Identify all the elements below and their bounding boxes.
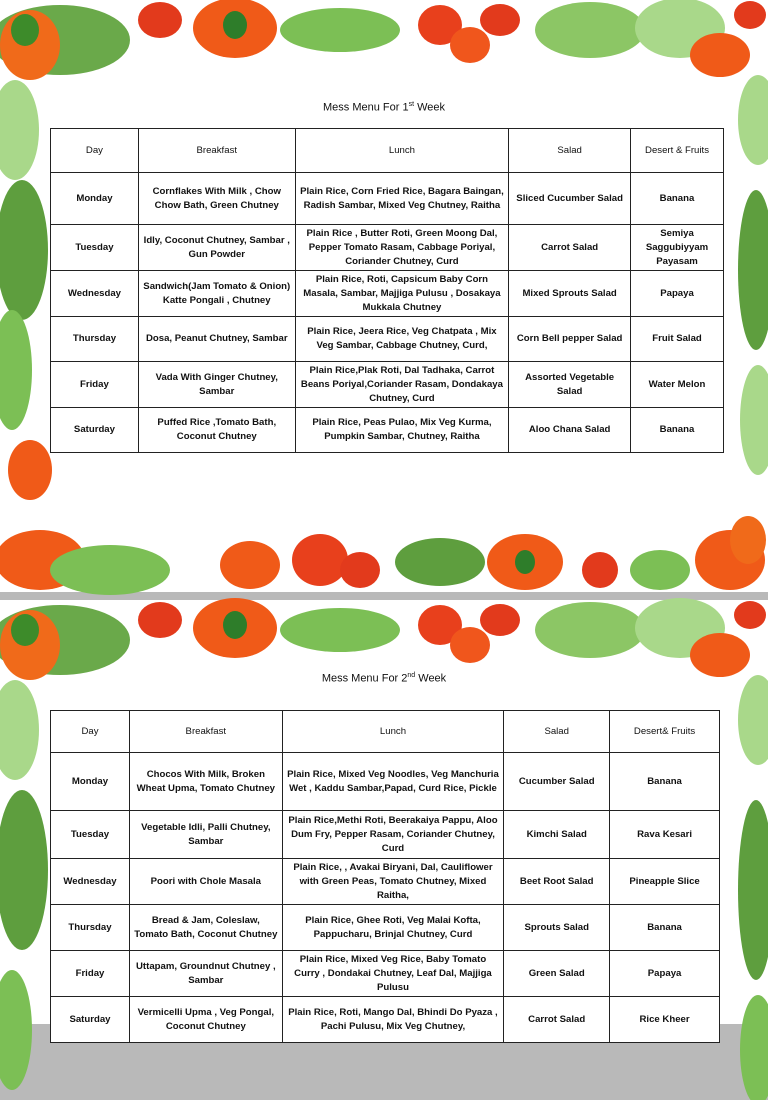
title-ordinal: nd: [407, 672, 416, 679]
lunch-cell: Plain Rice, Roti, Capsicum Baby Corn Masala, Sambar, Majjiga Pulusu , Dosakaya Mukkala Chutney: [295, 271, 509, 317]
table-row: [51, 997, 720, 1043]
salad-cell: Kimchi Salad: [504, 811, 610, 859]
table-row: [51, 271, 724, 317]
day-cell: Monday: [51, 753, 130, 811]
salad-cell: Carrot Salad: [509, 225, 631, 271]
menu-table-week-1: [50, 128, 724, 453]
vegetable-border-right: [728, 70, 768, 500]
lunch-cell: Plain Rice, Corn Fried Rice, Bagara Baingan, Radish Sambar, Mixed Veg Chutney, Raitha: [295, 173, 509, 225]
breakfast-cell: Cornflakes With Milk , Chow Chow Bath, Green Chutney: [138, 173, 295, 225]
salad-cell: Beet Root Salad: [504, 859, 610, 905]
vegetable-border-bottom: [0, 500, 768, 592]
dessert-cell: Papaya: [610, 951, 720, 997]
lunch-cell: Plain Rice, Roti, Mango Dal, Bhindi Do Pyaza , Pachi Pulusu, Mix Veg Chutney,: [282, 997, 504, 1043]
title-suffix: Week: [415, 672, 447, 685]
lunch-cell: Plain Rice, Ghee Roti, Veg Malai Kofta, Pappucharu, Brinjal Chutney, Curd: [282, 905, 504, 951]
title-text: Mess Menu For 1: [322, 101, 409, 114]
header-lunch: Lunch: [295, 129, 509, 173]
table-header-row: [51, 711, 720, 753]
lunch-cell: Plain Rice, Jeera Rice, Veg Chatpata , Mix Veg Sambar, Cabbage Chutney, Curd,: [295, 317, 509, 362]
day-cell: Thursday: [51, 905, 130, 951]
lunch-cell: Plain Rice , Butter Roti, Green Moong Dal, Pepper Tomato Rasam, Cabbage Poriyal, Coriander Chutney, Curd: [295, 225, 509, 271]
dessert-cell: Banana: [610, 905, 720, 951]
table-row: [51, 225, 724, 271]
header-dessert: Desert& Fruits: [610, 711, 720, 753]
title-suffix: Week: [414, 101, 446, 114]
breakfast-cell: Sandwich(Jam Tomato & Onion) Katte Pongali , Chutney: [138, 271, 295, 317]
day-cell: Monday: [51, 173, 139, 225]
table-row: [51, 408, 724, 453]
header-dessert: Desert & Fruits: [631, 129, 724, 173]
menu-title-week-1: [0, 101, 768, 114]
lunch-cell: Plain Rice, Mixed Veg Rice, Baby Tomato Curry , Dondakai Chutney, Leaf Dal, Majjiga Pulusu: [282, 951, 504, 997]
day-cell: Friday: [51, 362, 139, 408]
day-cell: Wednesday: [51, 271, 139, 317]
header-lunch: Lunch: [282, 711, 504, 753]
breakfast-cell: Vermicelli Upma , Veg Pongal, Coconut Chutney: [129, 997, 282, 1043]
title-text: Mess Menu For 2: [321, 672, 408, 685]
table-header-row: [51, 129, 724, 173]
dessert-cell: Fruit Salad: [631, 317, 724, 362]
vegetable-border-left: [0, 70, 52, 500]
breakfast-cell: Chocos With Milk, Broken Wheat Upma, Tomato Chutney: [129, 753, 282, 811]
day-cell: Saturday: [51, 997, 130, 1043]
table-row: [51, 753, 720, 811]
vegetable-border-left: [0, 670, 52, 1100]
header-day: Day: [51, 129, 139, 173]
salad-cell: Mixed Sprouts Salad: [509, 271, 631, 317]
salad-cell: Assorted Vegetable Salad: [509, 362, 631, 408]
salad-cell: Corn Bell pepper Salad: [509, 317, 631, 362]
salad-cell: Sliced Cucumber Salad: [509, 173, 631, 225]
table-row: [51, 905, 720, 951]
dessert-cell: Rice Kheer: [610, 997, 720, 1043]
menu-title-week-2: [0, 672, 768, 685]
vegetable-border-top: [0, 0, 768, 92]
table-row: [51, 173, 724, 225]
header-salad: Salad: [504, 711, 610, 753]
dessert-cell: Papaya: [631, 271, 724, 317]
breakfast-cell: Puffed Rice ,Tomato Bath, Coconut Chutney: [138, 408, 295, 453]
day-cell: Tuesday: [51, 811, 130, 859]
table-row: [51, 362, 724, 408]
header-day: Day: [51, 711, 130, 753]
day-cell: Tuesday: [51, 225, 139, 271]
table-row: [51, 317, 724, 362]
breakfast-cell: Poori with Chole Masala: [129, 859, 282, 905]
title-ordinal: st: [408, 101, 415, 108]
breakfast-cell: Vada With Ginger Chutney, Sambar: [138, 362, 295, 408]
salad-cell: Cucumber Salad: [504, 753, 610, 811]
breakfast-cell: Bread & Jam, Coleslaw, Tomato Bath, Coconut Chutney: [129, 905, 282, 951]
day-cell: Thursday: [51, 317, 139, 362]
day-cell: Friday: [51, 951, 130, 997]
table-row: [51, 859, 720, 905]
breakfast-cell: Idly, Coconut Chutney, Sambar , Gun Powder: [138, 225, 295, 271]
salad-cell: Sprouts Salad: [504, 905, 610, 951]
lunch-cell: Plain Rice,Methi Roti, Beerakaiya Pappu, Aloo Dum Fry, Pepper Rasam, Coriander Chutney, Curd: [282, 811, 504, 859]
header-breakfast: Breakfast: [129, 711, 282, 753]
header-salad: Salad: [509, 129, 631, 173]
lunch-cell: Plain Rice, Mixed Veg Noodles, Veg Manchuria Wet , Kaddu Sambar,Papad, Curd Rice, Pickle: [282, 753, 504, 811]
lunch-cell: Plain Rice,Plak Roti, Dal Tadhaka, Carrot Beans Poriyal,Coriander Rasam, Dondakaya Chutney, Curd: [295, 362, 509, 408]
lunch-cell: Plain Rice, , Avakai Biryani, Dal, Cauliflower with Green Peas, Tomato Chutney, Mixed Raitha,: [282, 859, 504, 905]
dessert-cell: Rava Kesari: [610, 811, 720, 859]
dessert-cell: Pineapple Slice: [610, 859, 720, 905]
menu-table-week-2: [50, 710, 720, 1043]
dessert-cell: Banana: [610, 753, 720, 811]
salad-cell: Aloo Chana Salad: [509, 408, 631, 453]
breakfast-cell: Vegetable Idli, Palli Chutney, Sambar: [129, 811, 282, 859]
vegetable-border-right: [728, 670, 768, 1100]
dessert-cell: Semiya Saggubiyyam Payasam: [631, 225, 724, 271]
dessert-cell: Banana: [631, 173, 724, 225]
breakfast-cell: Uttapam, Groundnut Chutney , Sambar: [129, 951, 282, 997]
lunch-cell: Plain Rice, Peas Pulao, Mix Veg Kurma, Pumpkin Sambar, Chutney, Raitha: [295, 408, 509, 453]
table-row: [51, 951, 720, 997]
breakfast-cell: Dosa, Peanut Chutney, Sambar: [138, 317, 295, 362]
salad-cell: Green Salad: [504, 951, 610, 997]
salad-cell: Carrot Salad: [504, 997, 610, 1043]
table-row: [51, 811, 720, 859]
header-breakfast: Breakfast: [138, 129, 295, 173]
day-cell: Wednesday: [51, 859, 130, 905]
dessert-cell: Water Melon: [631, 362, 724, 408]
day-cell: Saturday: [51, 408, 139, 453]
menu-page-week-2: [0, 600, 768, 1032]
dessert-cell: Banana: [631, 408, 724, 453]
